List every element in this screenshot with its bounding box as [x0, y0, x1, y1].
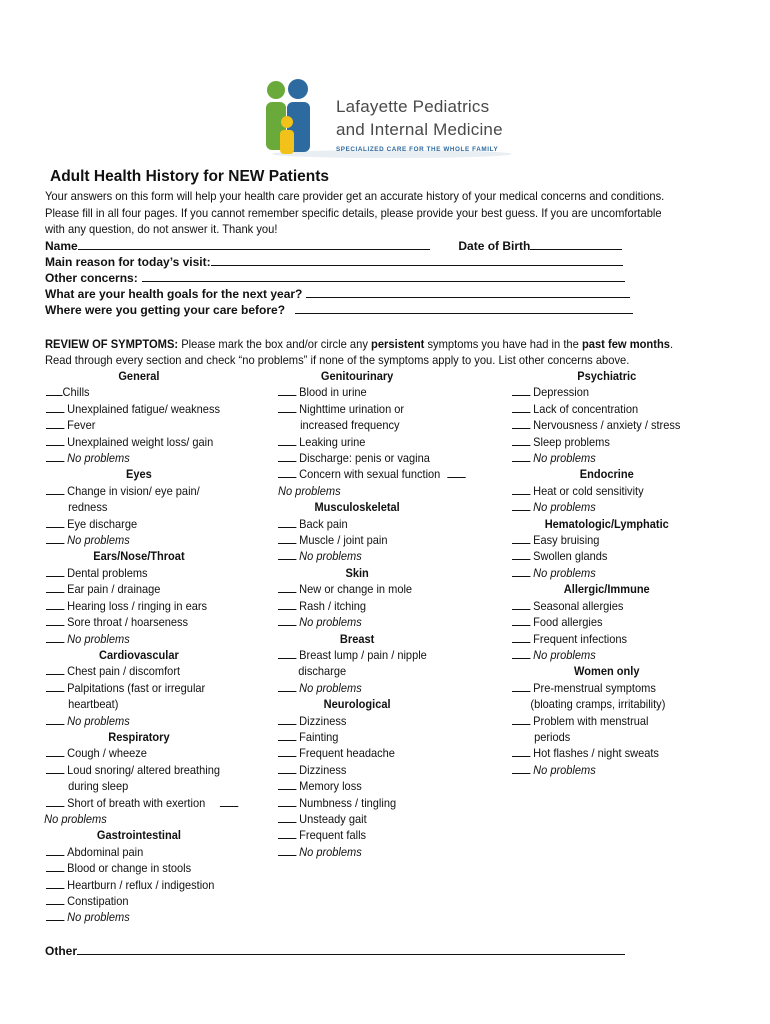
symptom-item[interactable]: Nervousness / anxiety / stress: [512, 417, 714, 433]
name-label: Name: [45, 239, 78, 253]
symptom-item[interactable]: Concern with sexual function: [278, 466, 471, 482]
symptom-item[interactable]: Ear pain / drainage: [46, 581, 248, 597]
symptom-item[interactable]: Unexplained fatigue/ weakness: [46, 401, 248, 417]
symptom-item[interactable]: Cough / wheeze: [46, 745, 248, 761]
no-problems-item[interactable]: No problems: [46, 713, 248, 729]
section-endocrine: Endocrine: [579, 467, 634, 482]
section-psychiatric: Psychiatric: [577, 369, 637, 383]
symptom-item[interactable]: Short of breath with exertion: [46, 795, 248, 811]
previous-care-input-line[interactable]: [295, 302, 633, 314]
name-input-line[interactable]: [78, 238, 430, 250]
symptom-item[interactable]: Frequent infections: [512, 631, 714, 647]
review-of-symptoms-instructions: REVIEW OF SYMPTOMS: Please mark the box and/or circle any persistent symptoms you have had in the past few months. Read through every section and check “no problems” if none of the symptoms apply to you. List other concerns above.: [45, 337, 674, 367]
no-problems-item[interactable]: No problems: [512, 450, 714, 466]
symptom-item[interactable]: Lack of concentration: [512, 401, 714, 417]
health-goals-label: What are your health goals for the next year?: [45, 287, 303, 301]
no-problems-item[interactable]: No problems: [512, 565, 714, 581]
symptom-item[interactable]: Chest pain / discomfort: [46, 663, 248, 679]
previous-care-label: Where were you getting your care before?: [45, 303, 286, 317]
symptom-item[interactable]: Numbness / tingling: [278, 795, 471, 811]
symptom-item[interactable]: Eye discharge: [46, 516, 248, 532]
symptoms-column-2: [278, 368, 471, 860]
no-problems-item[interactable]: No problems: [46, 909, 248, 925]
symptom-item-continued: redness: [68, 500, 108, 515]
ros-lead: REVIEW OF SYMPTOMS:: [45, 337, 179, 351]
no-problems-item[interactable]: No problems: [44, 811, 107, 826]
symptom-item[interactable]: Frequent falls: [278, 827, 471, 843]
other-label: Other: [45, 944, 78, 958]
symptom-item[interactable]: Palpitations (fast or irregular: [46, 680, 248, 696]
section-breast: Breast: [339, 631, 375, 646]
symptom-item-continued: increased frequency: [300, 418, 400, 433]
previous-care-row: [45, 302, 633, 318]
logo-tagline: SPECIALIZED CARE FOR THE WHOLE FAMILY: [336, 146, 499, 153]
symptom-item[interactable]: Dizziness: [278, 762, 471, 778]
symptom-item[interactable]: Discharge: penis or vagina: [278, 450, 471, 466]
no-problems-item[interactable]: No problems: [512, 762, 714, 778]
no-problems-item[interactable]: No problems: [512, 499, 714, 515]
no-problems-item[interactable]: No problems: [278, 483, 341, 498]
symptom-item[interactable]: Frequent headache: [278, 745, 471, 761]
section-neurological: Neurological: [323, 697, 391, 712]
symptom-item[interactable]: Hearing loss / ringing in ears: [46, 598, 248, 614]
other-concerns-input-line[interactable]: [142, 270, 625, 282]
symptom-item[interactable]: Sleep problems: [512, 434, 714, 450]
main-reason-row: [45, 254, 623, 270]
logo-name-line-1: Lafayette Pediatrics: [336, 97, 490, 116]
section-ears-nose-throat: Ears/Nose/Throat: [93, 549, 185, 564]
symptom-item[interactable]: Chills: [46, 384, 248, 400]
no-problems-item[interactable]: No problems: [46, 532, 248, 548]
symptom-item-continued: heartbeat): [68, 697, 119, 712]
other-concerns-label: Other concerns:: [45, 271, 138, 285]
symptom-item[interactable]: Rash / itching: [278, 598, 471, 614]
symptom-item[interactable]: Nighttime urination or: [278, 401, 471, 417]
other-input-line[interactable]: [77, 943, 625, 955]
symptom-item[interactable]: New or change in mole: [278, 581, 471, 597]
symptom-item[interactable]: Memory loss: [278, 778, 471, 794]
no-problems-item[interactable]: No problems: [278, 548, 471, 564]
symptom-item[interactable]: Depression: [512, 384, 714, 400]
no-problems-item[interactable]: No problems: [278, 844, 471, 860]
other-concerns-row: [45, 270, 625, 286]
no-problems-item[interactable]: No problems: [278, 614, 471, 630]
symptom-item[interactable]: Breast lump / pain / nipple: [278, 647, 471, 663]
symptom-item[interactable]: Unsteady gait: [278, 811, 471, 827]
symptom-item[interactable]: Seasonal allergies: [512, 598, 714, 614]
symptom-item[interactable]: Back pain: [278, 516, 471, 532]
section-eyes: Eyes: [126, 467, 152, 482]
symptom-item[interactable]: Heat or cold sensitivity: [512, 483, 714, 499]
symptom-item[interactable]: Constipation: [46, 893, 248, 909]
no-problems-item[interactable]: No problems: [46, 631, 248, 647]
main-reason-label: Main reason for today’s visit:: [45, 255, 211, 269]
form-title: Adult Health History for NEW Patients: [50, 168, 330, 185]
symptom-item[interactable]: Fever: [46, 417, 248, 433]
section-women-only: Women only: [574, 664, 640, 679]
symptom-item[interactable]: Easy bruising: [512, 532, 714, 548]
logo-name-line-2: and Internal Medicine: [336, 120, 503, 139]
symptom-item[interactable]: Change in vision/ eye pain/: [46, 483, 248, 499]
symptom-item-continued: discharge: [298, 664, 347, 679]
other-row: [45, 943, 625, 958]
dob-label: Date of Birth: [458, 239, 531, 253]
symptom-item[interactable]: Unexplained weight loss/ gain: [46, 434, 248, 450]
section-genitourinary: Genitourinary: [320, 369, 394, 383]
no-problems-item[interactable]: No problems: [512, 647, 714, 663]
no-problems-item[interactable]: No problems: [46, 450, 248, 466]
symptom-item[interactable]: Food allergies: [512, 614, 714, 630]
dob-input-line[interactable]: [530, 238, 622, 250]
symptom-item[interactable]: Problem with menstrual: [512, 713, 714, 729]
section-musculoskeletal: Musculoskeletal: [314, 500, 400, 515]
symptoms-column-3: [512, 368, 714, 778]
symptom-item[interactable]: Blood or change in stools: [46, 860, 248, 876]
section-skin: Skin: [345, 565, 369, 580]
symptom-item[interactable]: Swollen glands: [512, 548, 714, 564]
section-hematologic-lymphatic: Hematologic/Lymphatic: [544, 516, 669, 531]
symptom-item[interactable]: Pre-menstrual symptoms: [512, 680, 714, 696]
section-gastrointestinal: Gastrointestinal: [96, 828, 181, 843]
symptom-item[interactable]: Heartburn / reflux / indigestion: [46, 877, 248, 893]
symptom-item-continued: periods: [534, 729, 571, 744]
symptom-item[interactable]: Fainting: [278, 729, 471, 745]
symptom-item[interactable]: Muscle / joint pain: [278, 532, 471, 548]
main-reason-input-line[interactable]: [211, 254, 623, 266]
symptom-item-continued: during sleep: [68, 779, 129, 794]
symptom-item[interactable]: Sore throat / hoarseness: [46, 614, 248, 630]
health-goals-input-line[interactable]: [306, 286, 630, 298]
section-cardiovascular: Cardiovascular: [99, 647, 179, 662]
health-goals-row: [45, 286, 630, 302]
section-respiratory: Respiratory: [108, 729, 170, 744]
symptom-item[interactable]: Abdominal pain: [46, 844, 248, 860]
symptom-item[interactable]: Dizziness: [278, 713, 471, 729]
symptom-item[interactable]: Leaking urine: [278, 434, 471, 450]
symptom-item[interactable]: Hot flashes / night sweats: [512, 745, 714, 761]
intro-text: Your answers on this form will help your health care provider get an accurate history of your medical concerns and conditions. Please fill in all four pages. If you cannot remember specific details, please provide your best guess. If you are uncomfortable with any question, do not answer it. Thank you!: [45, 189, 665, 236]
symptom-item[interactable]: Blood in urine: [278, 384, 471, 400]
symptom-item-continued: (bloating cramps, irritability): [530, 697, 666, 712]
symptoms-column-1: [46, 368, 248, 926]
no-problems-item[interactable]: No problems: [278, 680, 471, 696]
symptom-item[interactable]: Loud snoring/ altered breathing: [46, 762, 248, 778]
section-general: General: [118, 369, 160, 383]
section-allergic-immune: Allergic/Immune: [563, 582, 650, 597]
name-row: [45, 238, 622, 254]
symptom-item[interactable]: Dental problems: [46, 565, 248, 581]
